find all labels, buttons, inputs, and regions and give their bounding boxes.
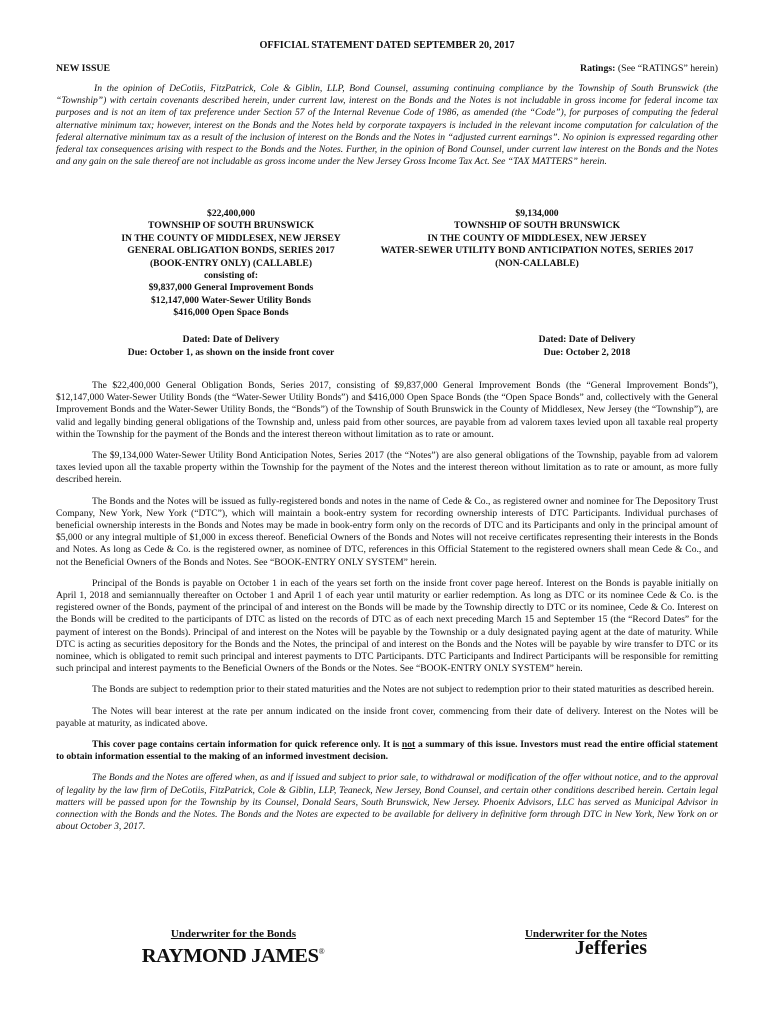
paragraph-book-entry: The Bonds and the Notes will be issued as fully-registered bonds and notes in the name of Cede & Co., as registered owner and nominee for The Depository Trust Company, New York, New York (“DTC”), which will maintain a book-entry system for recording ownership interests of DTC Participants. Individual purchases of beneficial ownership interests in the Bonds and Notes may be made in book-entry form only on the records of DTC and its Participants and only in the principal amount of $5,000 or any integral multiple of $1,000 in excess thereof. Beneficial Owners of the Bonds and Notes will not receive certificates representing their interests in the Bonds and Notes. As long as Cede & Co. is the registered owner, as nominee of DTC, references in this Official Statement to the registered owners shall mean Cede & Co., and not the Beneficial Owners of the Bonds and Notes. See “BOOK-ENTRY ONLY SYSTEM” herein.: [56, 495, 718, 568]
bonds-county: IN THE COUNTY OF MIDDLESEX, NEW JERSEY: [121, 232, 341, 244]
notes-form: (NON-CALLABLE): [495, 257, 579, 269]
tax-opinion-paragraph: In the opinion of DeCotiis, FitzPatrick, Cole & Giblin, LLP, Bond Counsel, assuming continuing compliance by the Township of South Brunswick (the “Township”) with certain covenants described herein, under current law, interest on the Bonds and the Notes is not includable in gross income for federal income tax purposes and is not an item of tax preference under Section 57 of the Internal Revenue Code of 1986, as amended (the “Code”), for purposes of computing the federal alternative minimum tax; however, interest on the Bonds and the Notes held by corporate taxpayers is included in the relevant income computation for calculation of the federal alternative minimum tax as a result of the inclusion of interest on the Bonds and the Notes in “adjusted current earnings”. No opinion is expressed regarding other federal tax consequences arising with respect to the Bonds and the Notes. Further, in the opinion of Bond Counsel, under current law interest on the Bonds and the Notes and any gain on the sale thereof are not includable as gross income under the New Jersey Gross Income Tax Act. See “TAX MATTERS” herein.: [56, 83, 718, 168]
paragraph-bonds-obligation: The $22,400,000 General Obligation Bonds, Series 2017, consisting of $9,837,000 General Improvement Bonds (the “General Improvement Bonds”), $12,147,000 Water-Sewer Utility Bonds (the “Water-Sewer Utility Bonds”) and $416,000 Open Space Bonds (the “Open Space Bonds” and, collectively with the General Improvement Bonds and the Water-Sewer Utility Bonds, the “Bonds”) of the Township of South Brunswick in the County of Middlesex, New Jersey (the “Township”), are valid and legally binding general obligations of the Township and, unless paid from other sources, are payable from ad valorem taxes levied upon all taxable real property within the Township for the payment of the Bonds and the interest thereon without limitation as to rate or amount.: [56, 380, 718, 440]
cover-notice-part-b: a summary of this issue. Investors must read the entire official statement to obtain information essential to the making of an informed investment decision.: [56, 739, 718, 763]
document-title: OFFICIAL STATEMENT DATED SEPTEMBER 20, 2017: [259, 40, 515, 51]
paragraph-notes-obligation: The $9,134,000 Water-Sewer Utility Bond Anticipation Notes, Series 2017 (the “Notes”) are also general obligations of the Township, payable from ad valorem taxes levied upon all the taxable property within the Township for the payment of the Notes and the interest thereon without limitation as to rate or amount, as more fully described herein.: [56, 450, 718, 486]
jefferies-logo: Jefferies: [574, 937, 648, 959]
notes-dated: Dated: Date of Delivery: [538, 334, 636, 345]
paragraph-cover-notice: [56, 739, 718, 763]
registered-mark: ®: [318, 947, 325, 956]
bonds-component-open-space: $416,000 Open Space Bonds: [173, 307, 289, 319]
raymond-james-name: RAYMOND JAMES: [141, 944, 319, 967]
bonds-component-general: $9,837,000 General Improvement Bonds: [148, 282, 314, 294]
ratings: [580, 63, 718, 75]
notes-description: [356, 208, 718, 270]
cover-notice-part-a: This cover page contains certain information for quick reference only. It is: [92, 739, 402, 751]
bonds-description: [56, 208, 406, 320]
bonds-consisting-of: consisting of:: [203, 270, 259, 282]
paragraph-offering-terms: The Bonds and the Notes are offered when, as and if issued and subject to prior sale, to withdrawal or modification of the offer without notice, and to the approval of legality by the law firm of DeCotiis, FitzPatrick, Cole & Giblin, LLP, Teaneck, New Jersey, Bond Counsel, and certain other conditions described herein. Certain legal matters will be passed upon for the Township by its Counsel, Donald Sears, South Brunswick, New Jersey. Phoenix Advisors, LLC has served as Municipal Advisor in connection with the Bonds and the Notes. The Bonds and the Notes are expected to be available for delivery in definitive form through DTC in New York, New York on or about October 3, 2017.: [56, 772, 718, 833]
notes-county: IN THE COUNTY OF MIDDLESEX, NEW JERSEY: [427, 232, 647, 244]
bonds-dated: Dated: Date of Delivery: [182, 334, 280, 345]
notes-dates: [456, 334, 718, 359]
bonds-dates: [56, 334, 406, 359]
cover-body: [56, 380, 718, 843]
ratings-label: Ratings:: [580, 63, 616, 74]
notes-issuer: TOWNSHIP OF SOUTH BRUNSWICK: [453, 220, 621, 232]
bonds-amount: $22,400,000: [207, 208, 255, 219]
new-issue-label: NEW ISSUE: [56, 63, 110, 74]
notes-series: WATER-SEWER UTILITY BOND ANTICIPATION NOTES, SERIES 2017: [380, 245, 694, 257]
underwriter-bonds-label: Underwriter for the Bonds: [170, 928, 297, 940]
underwriter-notes-label: Underwriter for the Notes: [524, 928, 648, 940]
paragraph-redemption: The Bonds are subject to redemption prior to their stated maturities and the Notes are not subject to redemption prior to their stated maturities as described herein.: [92, 684, 715, 696]
raymond-james-logo: [128, 944, 338, 967]
bonds-component-water-sewer: $12,147,000 Water-Sewer Utility Bonds: [151, 294, 311, 306]
bonds-series: GENERAL OBLIGATION BONDS, SERIES 2017: [127, 245, 335, 257]
notes-amount: $9,134,000: [515, 208, 559, 219]
paragraph-notes-interest: The Notes will bear interest at the rate per annum indicated on the inside front cover, commencing from their date of delivery. Interest on the Notes will be payable at maturity, as indicated above.: [56, 705, 718, 729]
notes-due: Due: October 2, 2018: [543, 346, 631, 358]
cover-notice-emphasis: not: [401, 739, 416, 751]
bonds-issuer: TOWNSHIP OF SOUTH BRUNSWICK: [147, 220, 315, 232]
ratings-value: (See “RATINGS” herein): [617, 63, 718, 74]
paragraph-payment: Principal of the Bonds is payable on October 1 in each of the years set forth on the inside front cover page hereof. Interest on the Bonds is payable initially on April 1, 2018 and semiannually thereafter on October 1 and April 1 of each year until maturity or earlier redemption. As long as DTC or its nominee Cede & Co. is the registered owner of the Bonds, payment of the principal of and interest on the Bonds will be made by the Township directly to DTC or its nominee, Cede & Co. Interest on the Bonds will be credited to the participants of DTC as listed on the records of DTC as of each next preceding March 15 and September 15 (the “Record Dates” for the payment of interest on the Bonds). Principal of and interest on the Notes will be payable by the Township or a duly designated paying agent at the date of maturity. While DTC is acting as securities depository for the Bonds and the Notes, the principal of and interest on the Bonds and the Notes will be payable by wire transfer to DTC or its nominee, which is obligated to remit such principal and interest payments to DTC Participants. DTC Participants and Indirect Participants will be responsible for remitting such principal and interest payments to the Beneficial Owners of the Bonds or the Notes. See “BOOK-ENTRY ONLY SYSTEM” herein.: [56, 577, 718, 675]
bonds-due: Due: October 1, as shown on the inside front cover: [127, 346, 335, 358]
bonds-form: (BOOK-ENTRY ONLY) (CALLABLE): [149, 257, 313, 269]
